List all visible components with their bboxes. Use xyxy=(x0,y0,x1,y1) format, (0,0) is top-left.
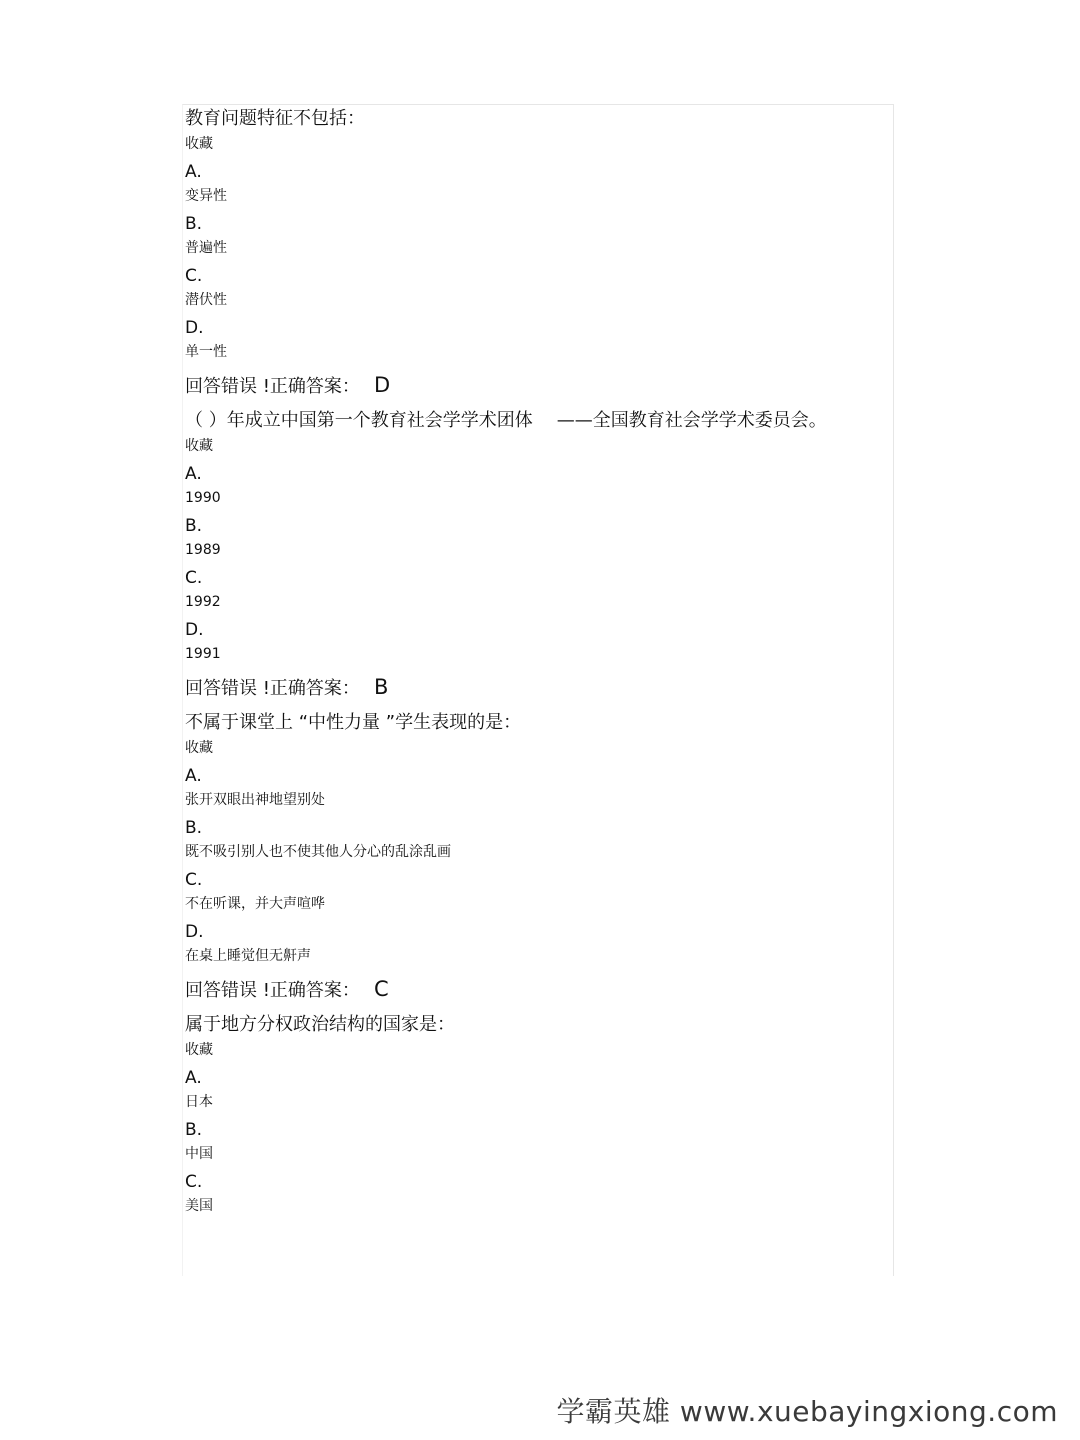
option-text[interactable]: 在桌上睡觉但无鼾声 xyxy=(185,948,311,964)
option-letter[interactable]: B. xyxy=(185,818,203,838)
option-text[interactable]: 日本 xyxy=(185,1094,213,1110)
question-title xyxy=(185,408,885,434)
answer-label: 回答错误 !正确答案： xyxy=(185,376,360,397)
option-text[interactable]: 1989 xyxy=(185,542,221,558)
site-watermark: 学霸英雄 www.xuebayingxiong.com xyxy=(556,1395,1058,1428)
answer-label: 回答错误 !正确答案： xyxy=(185,980,360,1001)
option-letter[interactable]: A. xyxy=(185,1068,202,1088)
question-title-part1: （ ）年成立中国第一个教育社会学学术团体 xyxy=(185,410,533,431)
option-text[interactable]: 变异性 xyxy=(185,188,227,204)
option-text[interactable]: 单一性 xyxy=(185,344,227,360)
question-title: 属于地方分权政治结构的国家是： xyxy=(185,1014,455,1035)
option-text[interactable]: 1992 xyxy=(185,594,221,610)
option-letter[interactable]: A. xyxy=(185,162,202,182)
option-text[interactable]: 张开双眼出神地望别处 xyxy=(185,792,325,808)
correct-answer: C xyxy=(373,977,389,1001)
favorite-link[interactable]: 收藏 xyxy=(185,438,213,454)
question-title: 不属于课堂上 “中性力量 ”学生表现的是： xyxy=(185,712,522,733)
option-text[interactable]: 不在听课，并大声喧哗 xyxy=(185,896,325,912)
option-letter[interactable]: C. xyxy=(185,266,203,286)
correct-answer: D xyxy=(373,373,391,397)
answer-label: 回答错误 !正确答案： xyxy=(185,678,360,699)
option-letter[interactable]: C. xyxy=(185,568,203,588)
question-title-part2: ——全国教育社会学学术委员会。 xyxy=(556,410,827,431)
question-4 xyxy=(185,1012,885,1216)
question-2 xyxy=(185,408,885,702)
option-text[interactable]: 潜伏性 xyxy=(185,292,227,308)
question-title: 教育问题特征不包括： xyxy=(185,108,365,129)
option-letter[interactable]: A. xyxy=(185,766,202,786)
option-text[interactable]: 普遍性 xyxy=(185,240,227,256)
option-text[interactable]: 中国 xyxy=(185,1146,213,1162)
answer-feedback xyxy=(185,372,885,400)
option-letter[interactable]: B. xyxy=(185,1120,203,1140)
option-text[interactable]: 美国 xyxy=(185,1198,213,1214)
option-letter[interactable]: C. xyxy=(185,870,203,890)
option-text[interactable]: 既不吸引别人也不使其他人分心的乱涂乱画 xyxy=(185,844,451,860)
option-letter[interactable]: D. xyxy=(185,922,204,942)
question-1 xyxy=(185,106,885,400)
option-letter[interactable]: D. xyxy=(185,620,204,640)
favorite-link[interactable]: 收藏 xyxy=(185,136,213,152)
correct-answer: B xyxy=(373,675,389,699)
question-3 xyxy=(185,710,885,1004)
option-letter[interactable]: D. xyxy=(185,318,204,338)
answer-feedback xyxy=(185,976,885,1004)
favorite-link[interactable]: 收藏 xyxy=(185,740,213,756)
option-letter[interactable]: A. xyxy=(185,464,202,484)
option-text[interactable]: 1990 xyxy=(185,490,221,506)
favorite-link[interactable]: 收藏 xyxy=(185,1042,213,1058)
answer-feedback xyxy=(185,674,885,702)
option-text[interactable]: 1991 xyxy=(185,646,221,662)
quiz-content xyxy=(185,104,885,1224)
option-letter[interactable]: B. xyxy=(185,516,203,536)
option-letter[interactable]: B. xyxy=(185,214,203,234)
option-letter[interactable]: C. xyxy=(185,1172,203,1192)
